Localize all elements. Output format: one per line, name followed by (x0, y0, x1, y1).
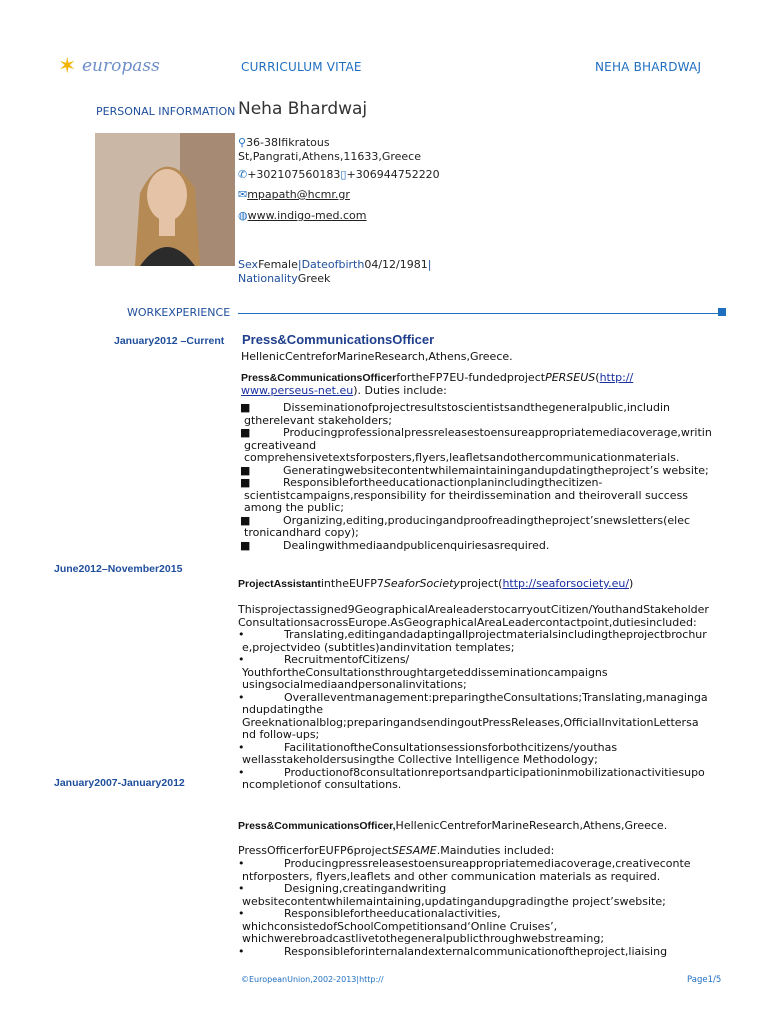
duty-text: Greeknationalblog;preparingandsendingoutPressReleases,OfficialInvitationLettersa (242, 715, 699, 729)
duty-item (240, 477, 720, 515)
job2-para2: ConsultationsacrossEurope.AsGeographicalAreaLeadercontactpoint,dutiesincluded: (238, 615, 697, 629)
website-link[interactable]: www.indigo-med.com (247, 209, 367, 222)
bullet-icon: • (238, 944, 245, 958)
job3-title-text: HellenicCentreforMarineResearch,Athens,Greece. (395, 819, 668, 832)
duty-text: nd follow-ups; (242, 728, 320, 741)
duty-text: whichwerebroadcastlivetothegeneralpublicthroughwebstreaming; (242, 932, 605, 945)
job1-employer: HellenicCentreforMarineResearch,Athens,Greece. (241, 350, 513, 363)
footer-page-number: Page1/5 (687, 975, 722, 985)
duty-text: Responsiblefortheeducationalactivities, (284, 907, 501, 920)
location-pin-icon: ⚲ (238, 136, 247, 149)
profile-photo-drawing (95, 133, 235, 266)
profile-photo (95, 133, 235, 266)
bullet-icon: ■ (240, 538, 251, 552)
duty-line (238, 946, 718, 959)
logo-star-icon: ✶ (58, 54, 77, 79)
address-block (238, 136, 421, 164)
duty-text: gtherelevant stakeholders; (244, 413, 392, 427)
bullet-icon: • (238, 907, 245, 920)
phone2: +306944752220 (346, 168, 440, 181)
job1-intro-bold: Press&CommunicationsOfficer (241, 372, 397, 384)
job1-intro-text: fortheFP7EU-fundedproject (396, 371, 546, 384)
job2-date: June2012–November2015 (54, 563, 183, 575)
duty-text: ndupdatingthe (242, 703, 324, 716)
duty-item (238, 908, 718, 946)
duty-text: Organizing,editing,producingandproofreadingtheproject’snewsletters(elec (283, 513, 691, 527)
job3-intro-end: .Mainduties included: (436, 844, 555, 857)
duty-text: Dealingwithmediaandpublicenquiriesasrequired. (283, 538, 550, 552)
job2-title-bold: ProjectAssistant (238, 578, 321, 590)
duty-text: Productionof8consultationreportsandparticipationinmobilizationactivitiesupo (284, 765, 705, 779)
duty-text: Overalleventmanagement:preparingtheConsultations;Translating,managinga (284, 690, 708, 704)
logo-text: europass (82, 56, 160, 76)
duty-text: FacilitationoftheConsultationsessionsforbothcitizens/youthas (284, 740, 618, 754)
job3-intro-text: PressOfficerforEUFP6project (238, 844, 392, 857)
demographics-row1 (238, 258, 431, 271)
duty-text: Responsibleforinternalandexternalcommunicationoftheproject,liaising (284, 944, 668, 958)
job2-duties (238, 629, 718, 792)
job1-title: Press&CommunicationsOfficer (242, 332, 435, 347)
duty-text: ntforposters, flyers,leaflets and other communication materials as required. (242, 869, 661, 883)
phone1: +302107560183 (247, 168, 341, 181)
duty-line (240, 540, 720, 553)
bullet-icon: • (238, 882, 245, 895)
bullet-icon: • (238, 765, 245, 779)
duty-item (238, 767, 718, 792)
duty-text: RecruitmentofCitizens/ (284, 653, 410, 666)
duty-text: among the public; (244, 501, 344, 514)
job3-title-bold: Press&CommunicationsOfficer, (238, 820, 396, 832)
globe-icon: ◍ (238, 209, 248, 222)
duty-text: scientistcampaigns,responsibility for theirdissemination and theiroverall success (244, 488, 689, 502)
address-line1: 36-38Ifikratous (246, 136, 330, 149)
duty-item (240, 515, 720, 540)
duty-text: websitecontentwhilemaintaining,updatingandupgradingthe project’swebsite; (242, 894, 666, 908)
job2-title-text: intheEUFP7 (320, 577, 384, 590)
duty-item (238, 654, 718, 692)
phone-row (238, 168, 440, 181)
duty-text: tronicandhard copy); (244, 526, 359, 539)
duty-text: whichconsistedofSchoolCompetitionsand‘Online Cruises’, (242, 919, 558, 933)
bullet-icon: • (238, 857, 245, 870)
duty-item (238, 742, 718, 767)
job2-title (238, 578, 633, 591)
sex-label: Sex (238, 258, 259, 271)
bullet-icon: ■ (240, 513, 251, 527)
bullet-icon: • (238, 690, 245, 704)
email-link[interactable]: mpapath@hcmr.gr (247, 188, 350, 201)
duty-item (240, 427, 720, 465)
duty-text: ncompletionof consultations. (242, 778, 402, 791)
cv-title: CURRICULUM VITAE (241, 60, 362, 74)
job2-title-end: ) (629, 577, 634, 590)
nationality-label: Nationality (238, 272, 298, 285)
duty-item (240, 402, 720, 427)
sex-value: Female (258, 258, 298, 271)
duty-text: usingsocialmediaandpersonalinvitations; (242, 678, 467, 691)
nationality-value: Greek (297, 272, 331, 285)
demographics-row2 (238, 272, 330, 285)
job3-date: January2007-January2012 (54, 777, 185, 789)
duty-text: comprehensivetextsforposters,flyers,leafletsandothercommunicationmaterials. (244, 451, 680, 464)
dob-value: 04/12/1981 (364, 258, 428, 271)
duty-item (238, 692, 718, 742)
phone-icon: ✆ (238, 168, 248, 181)
bullet-icon: ■ (240, 426, 251, 439)
duty-text: e,projectvideo (subtitles)andinvitation templates; (242, 640, 515, 654)
job1-intro-end: ). Duties include: (353, 383, 447, 397)
duty-line (238, 779, 718, 792)
duty-text: gcreativeand (244, 438, 317, 452)
job1-date: January2012 –Current (114, 335, 225, 347)
duty-text: Responsiblefortheeducationactionplanincludingthecitizen- (283, 476, 603, 489)
duty-text: Producingpressreleasestoensureappropriatemediacoverage,creativeconte (284, 857, 691, 870)
job2-para1: Thisprojectassigned9GeographicalArealeaderstocarryoutCitizen/YouthandStakeholder (238, 603, 709, 616)
job3-title (238, 820, 667, 833)
duty-text: Translating,editingandadaptingallprojectmaterialsincludingtheprojectbrochur (284, 628, 707, 641)
separator: | (297, 258, 302, 271)
bullet-icon: ■ (240, 401, 251, 414)
duty-text: Designing,creatingandwriting (284, 882, 447, 895)
personal-info-label: PERSONAL INFORMATION (96, 105, 236, 118)
work-experience-label: WORKEXPERIENCE (127, 306, 231, 319)
dob-label: Dateofbirth (301, 258, 365, 271)
job3-duties (238, 858, 718, 958)
job1-intro: Press&CommunicationsOfficerfortheFP7EU-fundedprojectPERSEUS(http:// www.perseus-net.eu). Duties include: (241, 371, 634, 397)
duty-text: Generatingwebsitecontentwhilemaintainingandupdatingtheproject’s website; (283, 463, 709, 477)
bullet-icon: ■ (240, 463, 251, 477)
section-divider-end (718, 308, 726, 316)
mobile-icon: ▯ (340, 168, 347, 181)
duty-item (238, 858, 718, 883)
bullet-icon: • (238, 628, 245, 641)
section-divider (238, 313, 718, 314)
separator: | (427, 258, 432, 271)
duty-text: Producingprofessionalpressreleasestoensureappropriatemediacoverage,writin (283, 426, 712, 439)
job1-link-part1[interactable]: http:// (599, 371, 634, 384)
job1-intro-project: PERSEUS (545, 371, 596, 384)
job2-description (238, 604, 709, 629)
duty-item (238, 946, 718, 959)
address-line2: St,Pangrati,Athens,11633,Greece (238, 150, 421, 163)
job2-title-project: SeaforSociety (383, 577, 460, 590)
bullet-icon: • (238, 740, 245, 754)
duty-text: Disseminationofprojectresultstoscientistsandthegeneralpublic,includin (283, 401, 670, 414)
job2-link[interactable]: http://seaforsociety.eu/ (502, 577, 630, 590)
job1-link-part2[interactable]: www.perseus-net.eu (241, 383, 354, 397)
email-row (238, 188, 350, 201)
email-icon: ✉ (238, 188, 248, 201)
header-person-name: NEHA BHARDWAJ (595, 60, 702, 74)
job2-title-text2: project( (459, 577, 503, 590)
duty-text: wellasstakeholdersusingthe Collective Intelligence Methodology; (242, 753, 598, 766)
duty-item (238, 629, 718, 654)
bullet-icon: ■ (240, 476, 251, 489)
europass-logo (58, 54, 168, 82)
bullet-icon: • (238, 653, 245, 666)
duty-item (238, 883, 718, 908)
person-name: Neha Bhardwaj (238, 99, 368, 119)
duty-text: YouthfortheConsultationsthroughtargeteddisseminationcampaigns (242, 665, 608, 679)
job3-intro-project: SESAME (391, 844, 437, 857)
job1-duties (240, 402, 720, 552)
footer-copyright: ©EuropeanUnion,2002-2013|http:// (241, 975, 384, 984)
website-row (238, 209, 367, 222)
duty-item (240, 540, 720, 553)
job3-intro (238, 845, 554, 858)
